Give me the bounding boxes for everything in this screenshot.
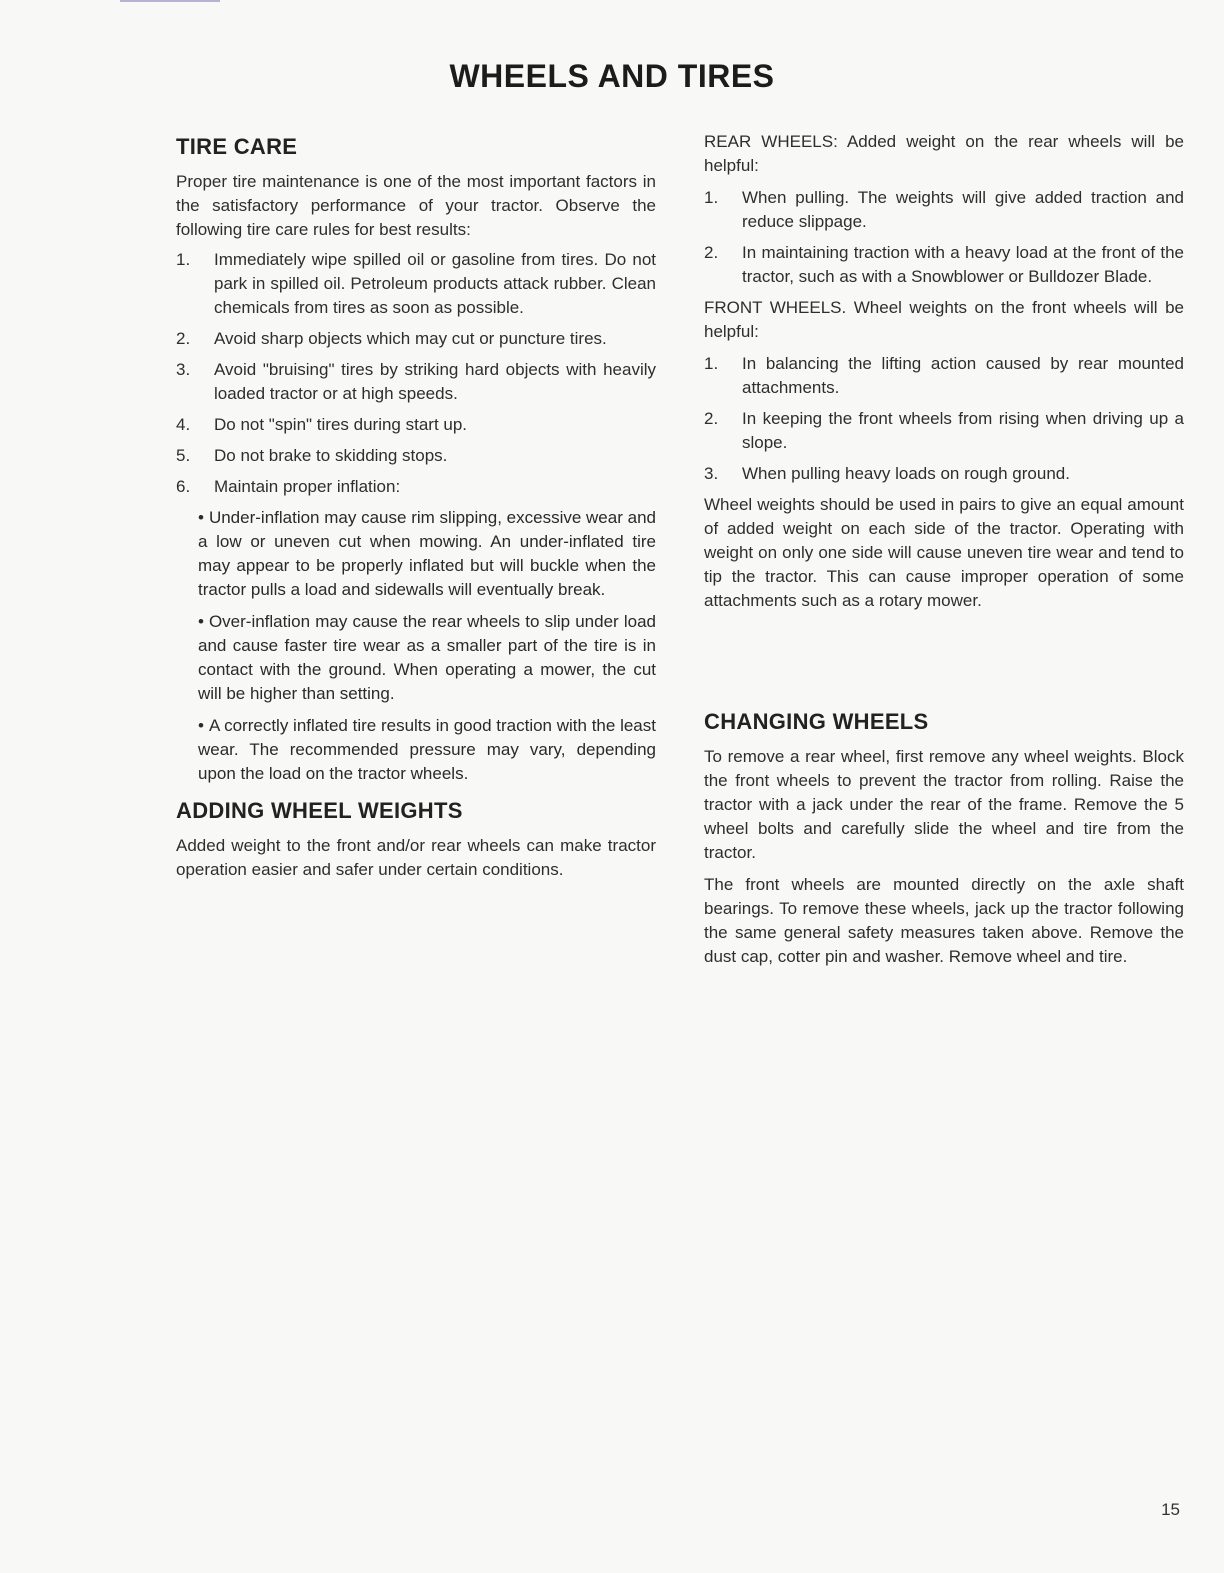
tire-care-intro: Proper tire maintenance is one of the most important factors in the satisfactory performance of your tractor. Observe the following tire care rules for best results: <box>176 172 656 239</box>
list-item-text: When pulling. The weights will give added traction and reduce slippage. <box>742 188 1184 231</box>
adding-weights-text: Added weight to the front and/or rear wheels can make tractor operation easier and safer under certain conditions. <box>176 836 656 879</box>
list-item-number: 1. <box>176 250 191 269</box>
list-item-number: 6. <box>176 477 191 496</box>
list-item-text: In maintaining traction with a heavy load at the front of the tractor, such as with a Snowblower or Bulldozer Blade. <box>742 243 1184 286</box>
list-item <box>176 327 656 351</box>
list-item <box>704 186 1184 234</box>
list-item-text: Avoid sharp objects which may cut or puncture tires. <box>214 329 607 348</box>
bullet-item <box>198 714 656 786</box>
wheel-weights-note: Wheel weights should be used in pairs to give an equal amount of added weight on each side of the tractor. Operating with weight on only one side will cause uneven tire wear and tend to tip the tractor. This can cause improper operation of some attachments such as a rotary mower. <box>704 495 1184 610</box>
list-item <box>176 413 656 437</box>
bullet-icon: • <box>198 612 204 631</box>
bullet-text: Under-inflation may cause rim slipping, excessive wear and a low or uneven cut when mowing. An under-inflated tire may appear to be properly inflated but will buckle when the tractor pulls a load and sidewalls will eventually break. <box>198 508 656 599</box>
right-column <box>704 130 1184 969</box>
changing-wheels-paragraph-1: To remove a rear wheel, first remove any wheel weights. Block the front wheels to prevent the tractor from rolling. Raise the tractor with a jack under the rear of the frame. Remove the 5 wheel bolts and carefully slide the wheel and tire from the tractor. <box>704 747 1184 862</box>
list-item-text: Avoid "bruising" tires by striking hard objects with heavily loaded tractor or at high speeds. <box>214 360 656 403</box>
left-column <box>176 134 656 882</box>
list-item-text: Immediately wipe spilled oil or gasoline from tires. Do not park in spilled oil. Petroleum products attack rubber. Clean chemicals from tires as soon as possible. <box>214 250 656 317</box>
bullet-icon: • <box>198 716 204 735</box>
changing-wheels-paragraph-2: The front wheels are mounted directly on the axle shaft bearings. To remove these wheels, jack up the tractor following the same general safety measures taken above. Remove the dust cap, cotter pin and washer. Remove wheel and tire. <box>704 875 1184 966</box>
scan-edge-mark <box>120 0 220 2</box>
changing-wheels-heading: CHANGING WHEELS <box>704 709 929 734</box>
bullet-text: A correctly inflated tire results in good traction with the least wear. The recommended pressure may vary, depending upon the load on the tractor wheels. <box>198 716 656 783</box>
bullet-text: Over-inflation may cause the rear wheels to slip under load and cause faster tire wear as a smaller part of the tire is in contact with the ground. When operating a mower, the cut will be higher than setting. <box>198 612 656 703</box>
front-wheels-intro: FRONT WHEELS. Wheel weights on the front wheels will be helpful: <box>704 298 1184 341</box>
front-wheels-list <box>704 352 1184 486</box>
list-item-number: 2. <box>704 243 719 262</box>
page-title: WHEELS AND TIRES <box>449 58 775 94</box>
bullet-item <box>198 610 656 706</box>
list-item-text: In balancing the lifting action caused by rear mounted attachments. <box>742 354 1184 397</box>
column-gap <box>704 613 1184 709</box>
tire-care-list <box>176 248 656 499</box>
list-item-text: Do not brake to skidding stops. <box>214 446 448 465</box>
list-item-number: 1. <box>704 354 719 373</box>
adding-weights-heading: ADDING WHEEL WEIGHTS <box>176 798 463 823</box>
list-item <box>176 475 656 499</box>
list-item <box>704 352 1184 400</box>
list-item <box>704 462 1184 486</box>
inflation-bullet-list <box>198 506 656 786</box>
list-item-text: Maintain proper inflation: <box>214 477 401 496</box>
list-item-number: 2. <box>704 409 719 428</box>
list-item <box>176 444 656 468</box>
list-item-number: 5. <box>176 446 191 465</box>
page-number: 15 <box>1161 1500 1180 1519</box>
list-item-text: Do not "spin" tires during start up. <box>214 415 468 434</box>
tire-care-heading: TIRE CARE <box>176 134 298 159</box>
list-item-number: 3. <box>704 464 719 483</box>
list-item-text: When pulling heavy loads on rough ground. <box>742 464 1070 483</box>
list-item-number: 2. <box>176 329 191 348</box>
list-item <box>176 248 656 320</box>
list-item <box>704 407 1184 455</box>
list-item-number: 3. <box>176 360 191 379</box>
list-item-number: 4. <box>176 415 191 434</box>
list-item-text: In keeping the front wheels from rising when driving up a slope. <box>742 409 1184 452</box>
rear-wheels-list <box>704 186 1184 289</box>
list-item-number: 1. <box>704 188 719 207</box>
rear-wheels-intro: REAR WHEELS: Added weight on the rear wheels will be helpful: <box>704 132 1184 175</box>
list-item <box>704 241 1184 289</box>
bullet-item <box>198 506 656 602</box>
bullet-icon: • <box>198 508 204 527</box>
list-item <box>176 358 656 406</box>
